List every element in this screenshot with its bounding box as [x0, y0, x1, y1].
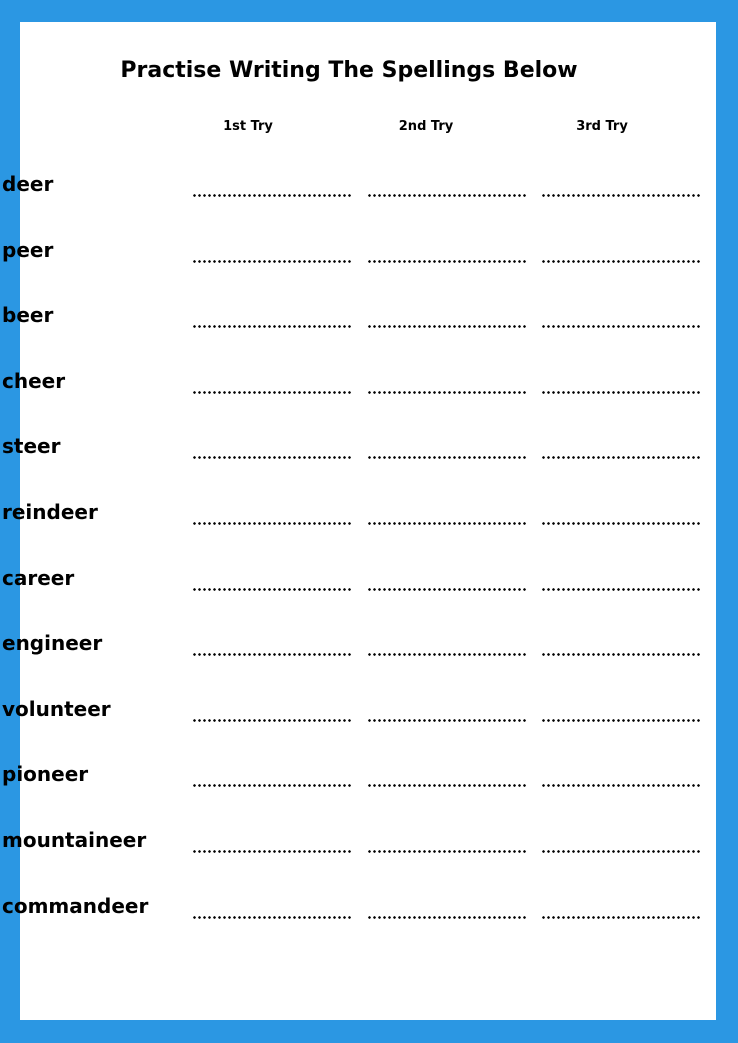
spelling-word: deer — [2, 172, 54, 196]
writing-line-try-1[interactable] — [192, 522, 352, 525]
writing-line-try-3[interactable] — [541, 325, 701, 328]
writing-line-try-2[interactable] — [367, 194, 527, 197]
spelling-word: peer — [2, 237, 54, 262]
writing-line-try-2[interactable] — [367, 391, 527, 394]
writing-line-try-3[interactable] — [541, 456, 701, 459]
writing-line-try-3[interactable] — [541, 784, 701, 787]
header-third-try: 3rd Try — [576, 119, 628, 134]
writing-line-try-1[interactable] — [192, 194, 352, 197]
writing-line-try-1[interactable] — [192, 456, 352, 459]
writing-line-try-2[interactable] — [367, 850, 527, 853]
writing-line-try-1[interactable] — [192, 784, 352, 787]
writing-line-try-2[interactable] — [367, 325, 527, 328]
spelling-word: volunteer — [2, 696, 111, 721]
writing-line-try-2[interactable] — [367, 916, 527, 919]
writing-line-try-3[interactable] — [541, 391, 701, 394]
writing-line-try-2[interactable] — [367, 588, 527, 591]
header-first-try: 1st Try — [223, 119, 273, 134]
writing-line-try-2[interactable] — [367, 719, 527, 722]
writing-line-try-3[interactable] — [541, 916, 701, 919]
writing-line-try-3[interactable] — [541, 588, 701, 591]
writing-line-try-2[interactable] — [367, 260, 527, 263]
writing-line-try-1[interactable] — [192, 916, 352, 919]
writing-line-try-2[interactable] — [367, 456, 527, 459]
writing-line-try-2[interactable] — [367, 653, 527, 656]
writing-line-try-1[interactable] — [192, 719, 352, 722]
writing-line-try-1[interactable] — [192, 260, 352, 263]
worksheet — [20, 22, 716, 1020]
spelling-word: reindeer — [2, 500, 98, 524]
spelling-word: commandeer — [2, 893, 149, 918]
writing-line-try-1[interactable] — [192, 325, 352, 328]
writing-line-try-3[interactable] — [541, 194, 701, 197]
spelling-word: career — [2, 565, 75, 590]
writing-line-try-1[interactable] — [192, 850, 352, 853]
spelling-word: cheer — [2, 368, 66, 393]
writing-line-try-3[interactable] — [541, 260, 701, 263]
writing-line-try-1[interactable] — [192, 588, 352, 591]
spelling-word: steer — [2, 434, 61, 459]
writing-line-try-1[interactable] — [192, 653, 352, 656]
writing-line-try-1[interactable] — [192, 391, 352, 394]
writing-line-try-3[interactable] — [541, 850, 701, 853]
writing-line-try-3[interactable] — [541, 719, 701, 722]
spelling-word: pioneer — [2, 762, 89, 787]
writing-line-try-2[interactable] — [367, 784, 527, 787]
writing-line-try-3[interactable] — [541, 653, 701, 656]
worksheet-title: Practise Writing The Spellings Below — [120, 58, 578, 83]
writing-line-try-3[interactable] — [541, 522, 701, 525]
header-second-try: 2nd Try — [398, 119, 454, 134]
writing-line-try-2[interactable] — [367, 522, 527, 525]
spelling-word: mountaineer — [2, 828, 147, 852]
spelling-word: beer — [2, 303, 54, 328]
spelling-word: engineer — [2, 631, 103, 656]
